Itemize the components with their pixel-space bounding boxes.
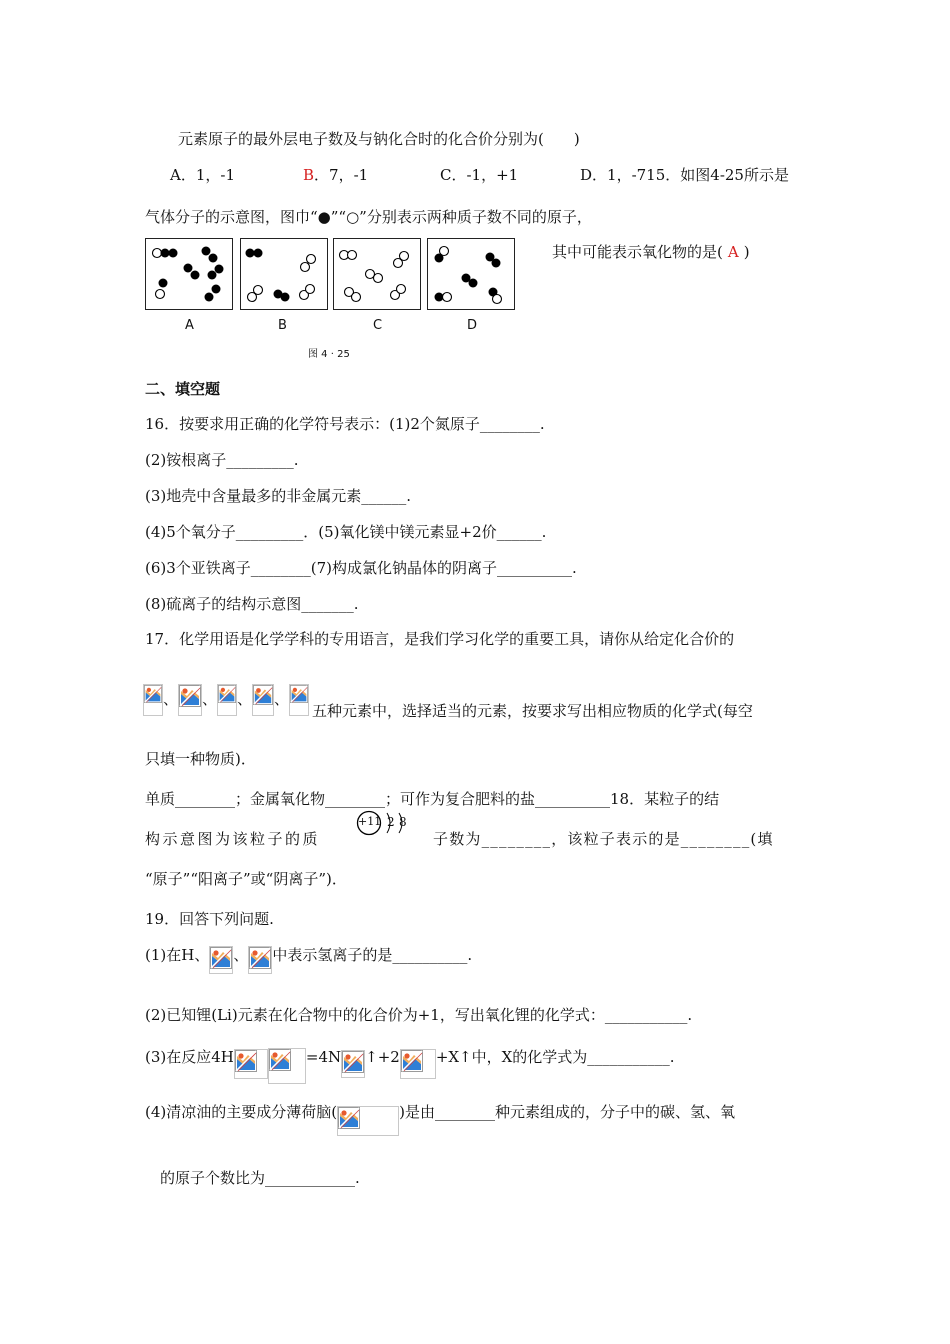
- q17-line1: 17．化学用语是化学学科的专用语言，是我们学习化学的重要工具，请你从给定化合价的: [145, 630, 735, 648]
- q18-line1-post: 子数为________，该粒子表示的是________(填: [433, 830, 774, 848]
- shell-1-electrons: 2: [387, 815, 395, 829]
- figure-panel-c: [333, 238, 421, 310]
- q19-part3-question: +X↑中，X的化学式为___________.: [435, 1048, 675, 1066]
- product-image-2: [400, 1049, 436, 1079]
- separator: 、: [274, 690, 290, 708]
- figure-caption: 图 4 · 25: [308, 349, 350, 360]
- figure-panel-b: [240, 238, 328, 310]
- q15-right-answer: A: [727, 243, 739, 261]
- q15-stem: 元素原子的最外层电子数及与钠化合时的化合价分别为( ): [178, 130, 580, 148]
- ion-image-1: [209, 946, 233, 974]
- atom-structure-diagram: [356, 810, 422, 844]
- separator: 、: [163, 690, 179, 708]
- figure-label-d: D: [467, 318, 478, 333]
- nucleus-charge: +11: [358, 815, 382, 828]
- q15-option-b-letter: B: [303, 166, 315, 184]
- q15-option-b-text: ．7，-1: [314, 166, 369, 184]
- q16-line1: 16．按要求用正确的化学符号表示：(1)2个氮原子________.: [145, 415, 545, 433]
- element-image-2: [178, 684, 202, 716]
- q19-part1-text: (1)在H、: [145, 946, 210, 964]
- q19-title: 19．回答下列问题.: [145, 910, 274, 928]
- reactant-image: [234, 1049, 268, 1079]
- q15-option-c: C．-1，+1: [440, 166, 519, 184]
- q16-line5: (6)3个亚铁离子________(7)构成氯化钠晶体的阴离子__________.: [145, 559, 577, 577]
- q15-right-close: ): [743, 243, 750, 261]
- figure-panel-d: [427, 238, 515, 310]
- q17-line3: 只填一种物质)．: [145, 750, 256, 768]
- product-image-1: [341, 1050, 365, 1078]
- menthol-formula-image: [337, 1106, 399, 1136]
- q17-line4: 单质________；金属氧化物________；可作为复合肥料的盐__________18．某粒子的结: [145, 790, 720, 808]
- q16-line4: (4)5个氧分子_________．(5)氧化镁中镁元素显+2价______.: [145, 523, 547, 541]
- q16-line2: (2)铵根离子_________.: [145, 451, 299, 469]
- figure-label-b: B: [278, 318, 287, 333]
- q15-right-text-label: 其中可能表示氧化物的是(: [552, 243, 723, 261]
- q18-line2: “原子”“阳离子”或“阴离子”)．: [145, 870, 347, 888]
- q19-part1-question: 中表示氢离子的是__________.: [272, 946, 473, 964]
- q19-part3: [145, 1040, 675, 1076]
- q16-line6: (8)硫离子的结构示意图_______.: [145, 595, 359, 613]
- q19-part4-text: (4)清凉油的主要成分薄荷脑(: [145, 1103, 338, 1121]
- figure-label-c: C: [373, 318, 383, 333]
- q15-option-a: A．1，-1: [170, 166, 235, 184]
- element-image-3: [217, 684, 237, 716]
- q19-part2: (2)已知锂(Li)元素在化合物中的化合价为+1，写出氧化锂的化学式：___________.: [145, 1006, 693, 1024]
- q19-part3-product1: =4N: [305, 1048, 342, 1066]
- q15-line2: 气体分子的示意图，图巾“●”“○”分别表示两种质子数不同的原子，: [145, 208, 592, 226]
- q19-part4: [145, 1098, 735, 1134]
- element-image-4: [252, 684, 274, 716]
- q19-part4-question: )是由________种元素组成的，分子中的碳、氢、氧: [399, 1103, 735, 1121]
- q19-part3-text: (3)在反应4H: [145, 1048, 234, 1066]
- q19-part4-cont: 的原子个数比为____________.: [160, 1169, 360, 1187]
- ion-image-2: [248, 946, 272, 974]
- separator: 、: [202, 690, 218, 708]
- q18-line1-pre: 构示意图为该粒子的质: [145, 830, 321, 848]
- reactant-image-2: [268, 1048, 306, 1084]
- separator: 、: [237, 690, 253, 708]
- q19-part3-product2: ↑+2: [365, 1048, 400, 1066]
- element-image-5: [289, 684, 309, 716]
- figure-label-a: A: [185, 318, 194, 333]
- q17-element-images: [143, 684, 309, 720]
- q15-option-b: [303, 164, 368, 185]
- section-title: 二、填空题: [145, 380, 221, 398]
- q16-line3: (3)地壳中含量最多的非金属元素______.: [145, 487, 412, 505]
- q19-part1: [145, 942, 472, 972]
- figure-panel-a: [145, 238, 233, 310]
- q15-option-d: D．1，-715．如图4-25所示是: [580, 166, 789, 184]
- separator: 、: [233, 946, 249, 964]
- q15-right-text: [552, 241, 750, 262]
- q17-line2: 五种元素中，选择适当的元素，按要求写出相应物质的化学式(每空: [312, 702, 753, 720]
- shell-2-electrons: 8: [399, 815, 407, 829]
- element-image-1: [143, 684, 163, 716]
